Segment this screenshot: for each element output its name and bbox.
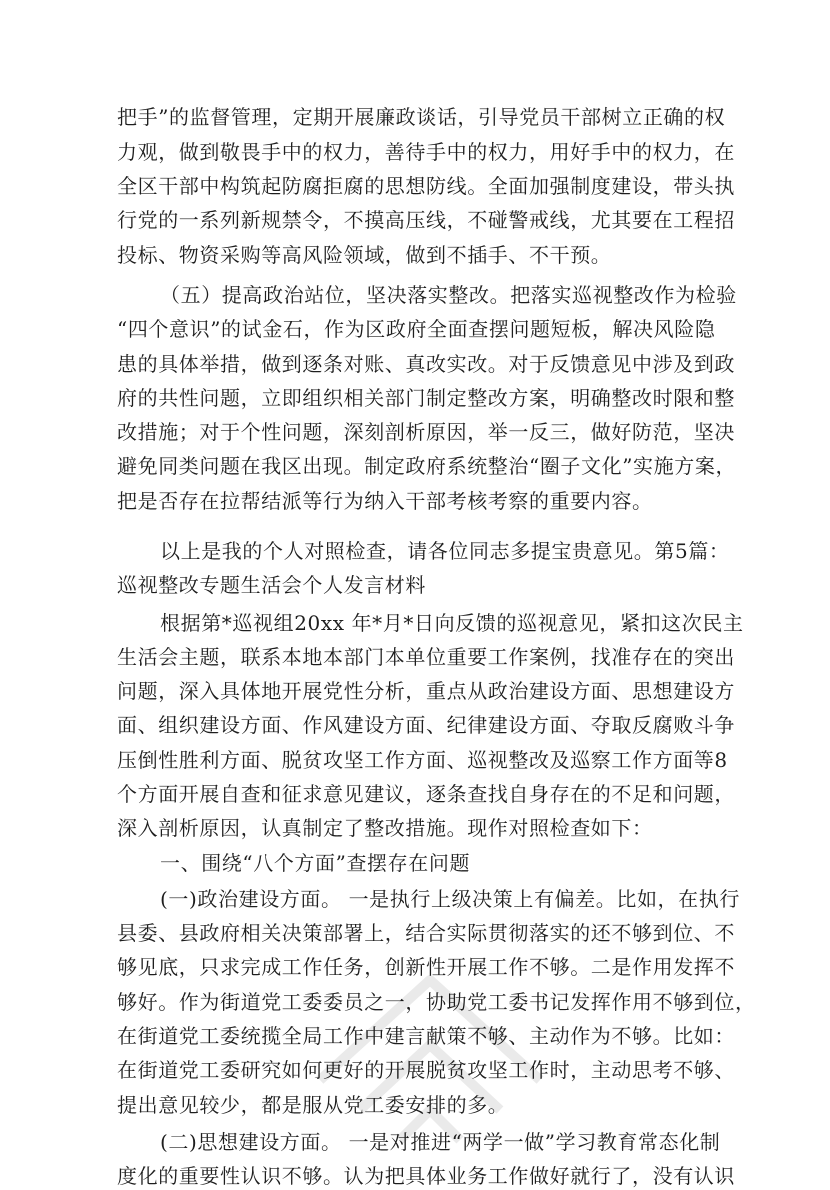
text-line: 面、组织建设方面、作风建设方面、纪律建设方面、夺取反腐败斗争 (117, 713, 735, 737)
section-heading: 一、围绕“八个方面”查摆存在问题 (160, 851, 471, 875)
text-line: 县委、县政府相关决策部署上，结合实际贯彻落实的还不够到位、不 (117, 921, 735, 945)
text-line: 全区干部中构筑起防腐拒腐的思想防线。全面加强制度建设，带头执 (117, 174, 735, 198)
text-line: 巡视整改专题生活会个人发言材料 (117, 573, 426, 597)
text-line: “四个意识”的试金石，作为区政府全面查摆问题短板，解决风险隐 (117, 317, 716, 341)
text-line: 提出意见较少，都是服从党工委安排的多。 (117, 1093, 509, 1117)
text-line: 问题，深入具体地开展党性分析，重点从政治建设方面、思想建设方 (117, 679, 735, 703)
text-line: 在街道党工委研究如何更好的开展脱贫攻坚工作时，主动思考不够、 (117, 1058, 735, 1082)
text-line: 个方面开展自查和征求意见建议，逐条查找自身存在的不足和问题， (117, 782, 735, 806)
text-line: 根据第*巡视组20xx 年*月*日向反馈的巡视意见，紧扣这次民主 (160, 611, 744, 635)
text-line: 府的共性问题，立即组织相关部门制定整改方案，明确整改时限和整 (117, 386, 735, 410)
text-line: 压倒性胜利方面、脱贫攻坚工作方面、巡视整改及巡察工作方面等8 (117, 748, 728, 772)
text-line: 行党的一系列新规禁令，不摸高压线，不碰警戒线，尤其要在工程招 (117, 208, 735, 232)
text-line: 够见底，只求完成工作任务，创新性开展工作不够。二是作用发挥不 (117, 955, 735, 979)
text-line: 力观，做到敬畏手中的权力，善待手中的权力，用好手中的权力，在 (117, 140, 735, 164)
text-line: 在街道党工委统揽全局工作中建言献策不够、主动作为不够。比如： (117, 1024, 735, 1048)
watermark-icon (300, 960, 560, 1180)
text-line: 够好。作为街道党工委委员之一，协助党工委书记发挥作用不够到位， (117, 990, 756, 1014)
text-line: 度化的重要性认识不够。认为把具体业务工作做好就行了，没有认识 (117, 1164, 735, 1188)
text-line: 把是否存在拉帮结派等行为纳入干部考核考察的重要内容。 (117, 489, 653, 513)
text-line: 以上是我的个人对照检查，请各位同志多提宝贵意见。第5篇： (160, 539, 730, 563)
text-line: 深入剖析原因，认真制定了整改措施。现作对照检查如下： (117, 816, 653, 840)
text-line: （五）提高政治站位，坚决落实整改。把落实巡视整改作为检验 (160, 283, 737, 307)
text-line: 避免同类问题在我区出现。制定政府系统整治“圈子文化”实施方案， (117, 454, 737, 478)
text-line: 把手”的监督管理，定期开展廉政谈话，引导党员干部树立正确的权 (117, 105, 726, 129)
text-line: 投标、物资采购等高风险领域，做到不插手、不干预。 (117, 243, 612, 267)
text-line: (二)思想建设方面。 一是对推进“两学一做”学习教育常态化制 (160, 1130, 721, 1154)
text-line: 生活会主题，联系本地本部门本单位重要工作案例，找准存在的突出 (117, 645, 735, 669)
text-line: 患的具体举措，做到逐条对账、真改实改。对于反馈意见中涉及到政 (117, 352, 735, 376)
text-line: (一)政治建设方面。 一是执行上级决策上有偏差。比如，在执行 (160, 887, 740, 911)
text-line: 改措施；对于个性问题，深刻剖析原因，举一反三，做好防范，坚决 (117, 420, 735, 444)
